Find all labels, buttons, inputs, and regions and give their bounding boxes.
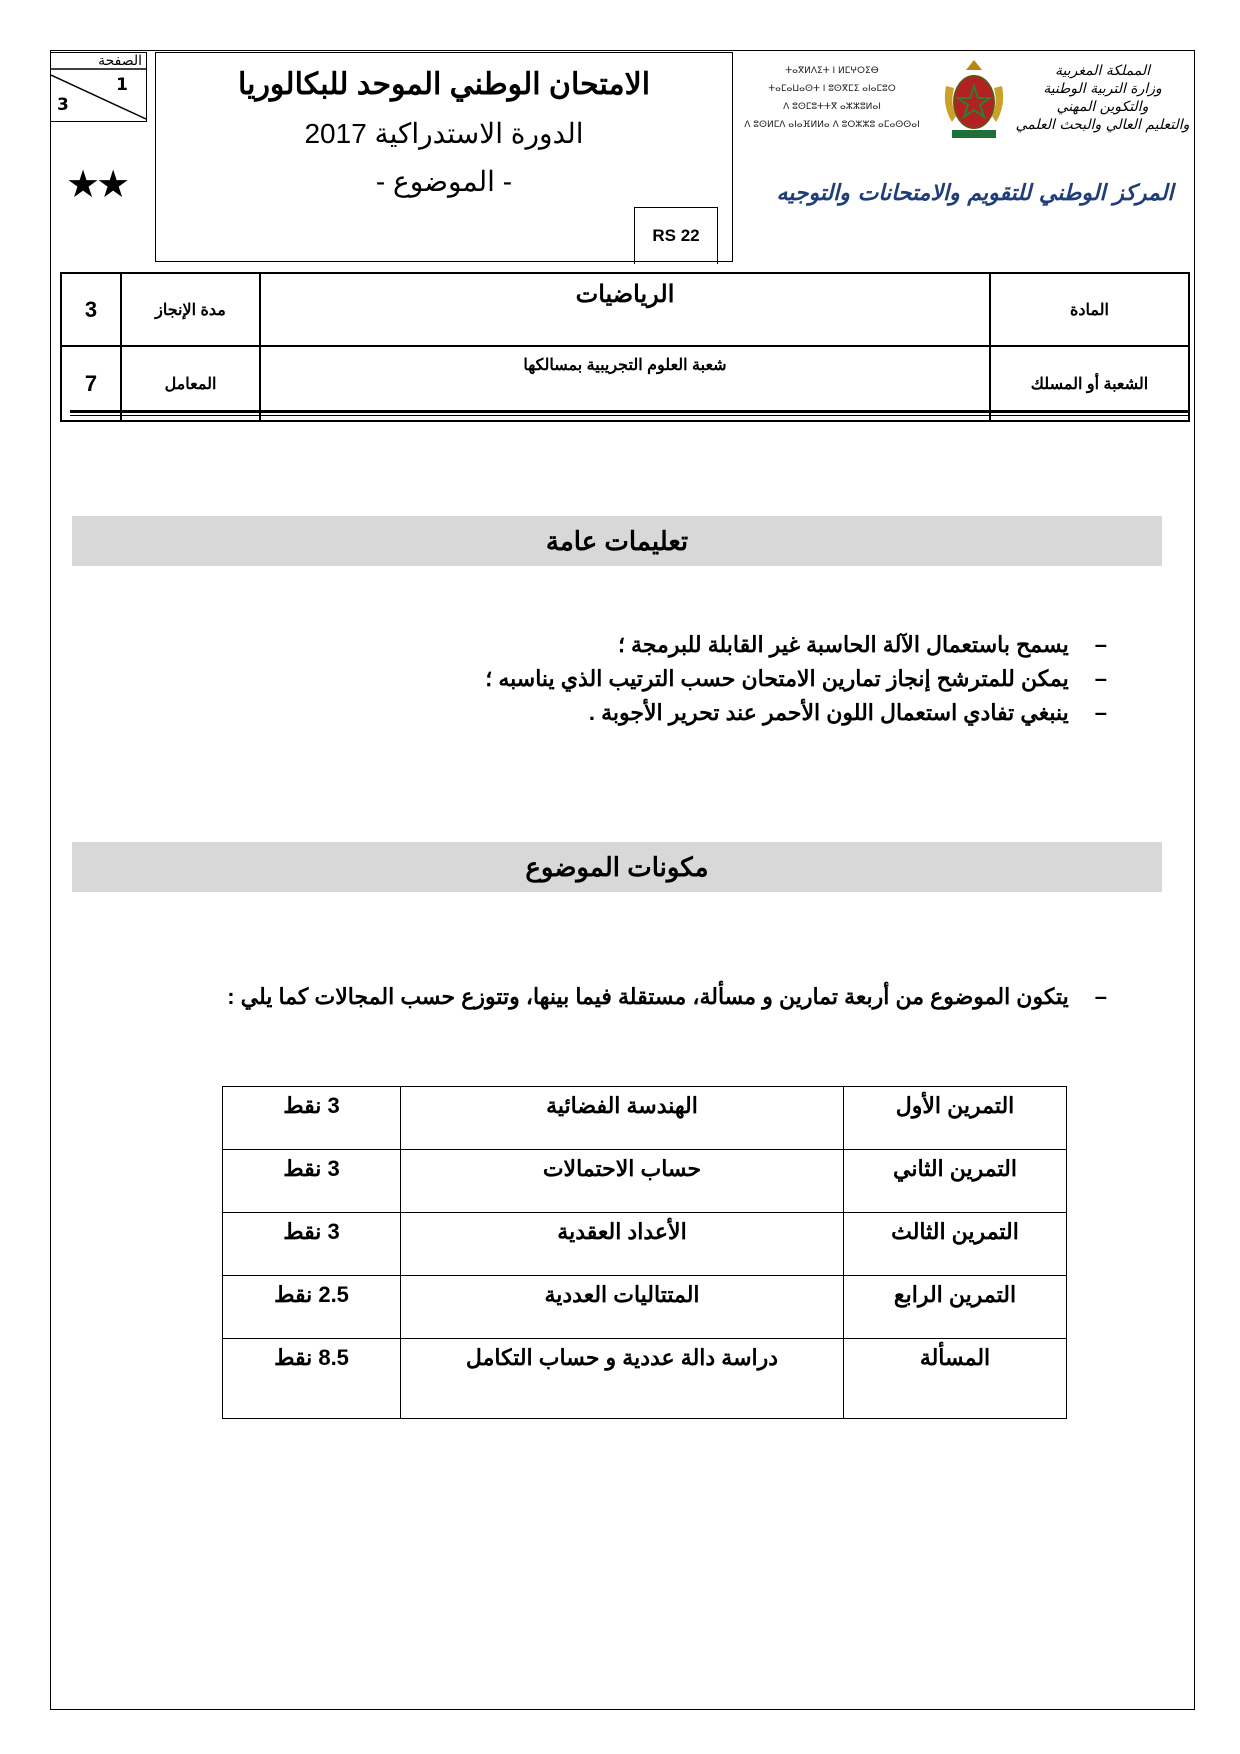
ministry-name — [1015, 62, 1190, 134]
exercise-points: 3 نقط — [223, 1150, 401, 1213]
instructions-list — [207, 628, 1107, 730]
exercise-topic: دراسة دالة عددية و حساب التكامل — [401, 1339, 844, 1419]
exercise-points: 8.5 نقط — [223, 1339, 401, 1419]
table-row — [223, 1087, 1067, 1150]
list-item: – يمكن للمترشح إنجاز تمارين الامتحان حسب الترتيب الذي يناسبه ؛ — [207, 662, 1107, 696]
tifinagh-ministry-name — [732, 62, 932, 134]
exercise-points: 3 نقط — [223, 1213, 401, 1276]
subject-value: الرياضيات — [260, 273, 990, 346]
exam-session: الدورة الاستدراكية 2017 — [304, 118, 584, 149]
exam-code: RS 22 — [634, 207, 718, 264]
branch-label: الشعبة أو المسلك — [990, 346, 1189, 421]
exercise-name: التمرين الرابع — [844, 1276, 1067, 1339]
tifinagh-line: ⵜⴰⴳⵍⴷⵉⵜ ⵏ ⵍⵎⵖⵔⵉⴱ — [785, 66, 879, 76]
exercise-name: التمرين الثاني — [844, 1150, 1067, 1213]
exercise-name: التمرين الثالث — [844, 1213, 1067, 1276]
exercises-table — [222, 1086, 1067, 1419]
tifinagh-line: ⵜⴰⵎⴰⵡⴰⵙⵜ ⵏ ⵓⵙⴳⵎⵉ ⴰⵏⴰⵎⵓⵔ — [768, 84, 896, 94]
tifinagh-line: ⴷ ⵓⵙⵍⵎⴷ ⴰⵏⴰⴼⵍⵍⴰ ⴷ ⵓⵔⵣⵣⵓ ⴰⵎⴰⵙⵙⴰⵏ — [744, 120, 920, 130]
subject-info-table — [60, 272, 1190, 422]
exam-title-box — [155, 52, 733, 262]
exam-title: الامتحان الوطني الموحد للبكالوريا — [237, 68, 651, 101]
table-row — [223, 1213, 1067, 1276]
branch-value: شعبة العلوم التجريبية بمسالكها — [260, 346, 990, 421]
exercise-name: التمرين الأول — [844, 1087, 1067, 1150]
evaluation-center-name: المركز الوطني للتقويم والامتحانات والتوجيه — [776, 180, 1174, 206]
divider — [70, 410, 1190, 413]
difficulty-stars: ★★ — [66, 162, 127, 206]
coat-of-arms-icon — [938, 56, 1010, 144]
tifinagh-line: ⴷ ⵓⵙⵎⵓⵜⵜⴳ ⴰⵣⵣⵓⵍⴰⵏ — [783, 102, 881, 112]
exercise-points: 3 نقط — [223, 1087, 401, 1150]
duration-label: مدة الإنجاز — [121, 273, 260, 346]
exercise-topic: المتتاليات العددية — [401, 1276, 844, 1339]
divider — [70, 415, 1190, 416]
table-row — [223, 1339, 1067, 1419]
coefficient-value: 7 — [61, 346, 121, 421]
exercise-topic: حساب الاحتمالات — [401, 1150, 844, 1213]
exercise-topic: الأعداد العقدية — [401, 1213, 844, 1276]
components-heading: مكونات الموضوع — [72, 842, 1162, 892]
page-current: 1 — [116, 75, 128, 95]
table-row — [61, 273, 1189, 346]
coefficient-label: المعامل — [121, 346, 260, 421]
page-label: الصفحة — [98, 53, 142, 69]
exercise-points: 2.5 نقط — [223, 1276, 401, 1339]
duration-value: 3 — [61, 273, 121, 346]
components-intro: – يتكون الموضوع من أربعة تمارين و مسألة، مستقلة فيما بينها، وتتوزع حسب المجالات كما يلي : — [67, 984, 1107, 1010]
ministry-line: والتعليم العالي والبحث العلمي — [1015, 117, 1190, 133]
page-total: 3 — [57, 95, 69, 115]
list-item: – يسمح باستعمال الآلة الحاسبة غير القابلة للبرمجة ؛ — [207, 628, 1107, 662]
ministry-line: والتكوين المهني — [1056, 99, 1149, 115]
exam-doc-type: - الموضوع - — [375, 166, 513, 197]
exercise-name: المسألة — [844, 1339, 1067, 1419]
ministry-line: وزارة التربية الوطنية — [1043, 81, 1162, 97]
general-instructions-heading: تعليمات عامة — [72, 516, 1162, 566]
page-counter-box — [50, 52, 147, 122]
table-row — [223, 1150, 1067, 1213]
table-row — [223, 1276, 1067, 1339]
exercise-topic: الهندسة الفضائية — [401, 1087, 844, 1150]
ministry-line: المملكة المغربية — [1054, 63, 1151, 79]
subject-label: المادة — [990, 273, 1189, 346]
list-item: – ينبغي تفادي استعمال اللون الأحمر عند تحرير الأجوبة . — [207, 696, 1107, 730]
